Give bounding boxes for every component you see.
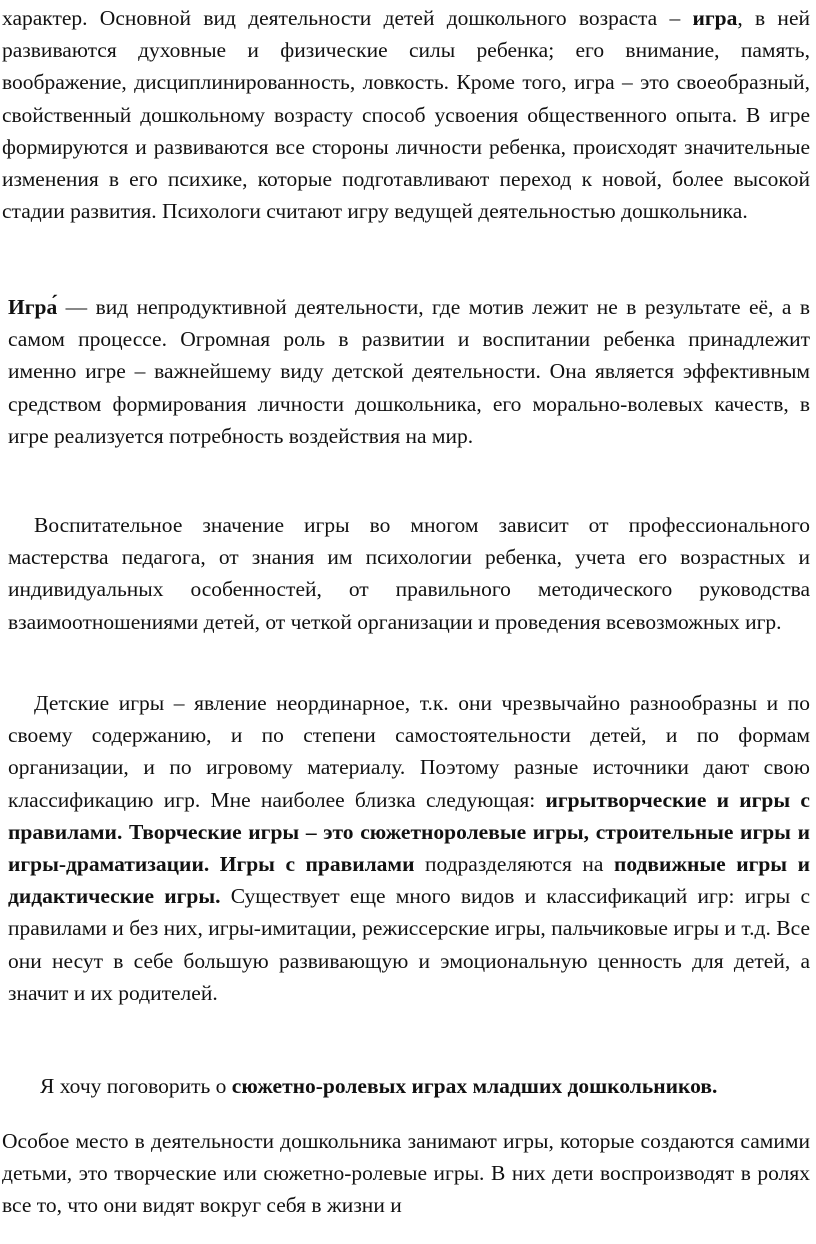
bold-rule-game-types: подвижные игры и дидактические игры. (8, 852, 810, 909)
paragraph-text: Особое место в деятельности дошкольника занимают игры, которые создаются самими детьми, это творческие или сюжетно-ролевые игры. В них дети воспроизводят в ролях все то, что они видят вокруг себя в жизни и (2, 1129, 810, 1218)
paragraph-game-definition (8, 291, 810, 452)
paragraph-text: подразделяются на (414, 852, 614, 877)
paragraph-text: Воспитательное значение игры во многом зависит от профессионального мастерства педагога, от знания им психологии ребенка, учета его возрастных и индивидуальных особенностей, от правильного методического руководства взаимоотношениями детей, от четкой организации и проведения всевозможных игр. (8, 513, 810, 634)
bold-classification-terms: игрытворческие и игры с правилами. Творческие игры – это сюжетноролевые игры, строительные игры и игры-драматизации. Игры с правилами (8, 787, 810, 877)
bold-term-game: игра (692, 6, 738, 30)
paragraph-topic-statement (8, 1070, 810, 1102)
paragraph-game-main-activity (2, 2, 810, 227)
bold-term-game-definition: Игра́ (8, 295, 58, 319)
paragraph-text: Я хочу поговорить о (40, 1074, 232, 1098)
paragraph-text: , в ней развиваются духовные и физические силы ребенка; его внимание, память, воображение, дисциплинированность, ловкость. Кроме того, игра – это своеобразный, свойственный дошкольному возрасту способ усвоения общественного опыта. В игре формируются и развиваются все стороны личности ребенка, происходят значительные изменения в его психике, которые подготавливают переход к новой, более высокой стадии развития. Психологи считают игру ведущей деятельностью дошкольника. (2, 6, 810, 224)
paragraph-text: Детские игры – явление неординарное, т.к. они чрезвычайно разнообразны и по своему содержанию, и по степени самостоятельности детей, и по формам организации, и по игровому материалу. Поэтому разные источники дают свою классификацию игр. Мне наиболее близка следующая: (8, 691, 810, 812)
paragraph-role-play-games (2, 1125, 810, 1222)
bold-topic: сюжетно-ролевых играх младших дошкольников. (231, 1074, 718, 1098)
paragraph-text: — вид непродуктивной деятельности, где мотив лежит не в результате её, а в самом процессе. Огромная роль в развитии и воспитании ребенка принадлежит именно игре – важнейшему виду детской деятельности. Она является эффективным средством формирования личности дошкольника, его морально-волевых качеств, в игре реализуется потребность воздействия на мир. (8, 295, 810, 448)
paragraph-educational-value (8, 509, 810, 638)
paragraph-text: Существует еще много видов и классификаций игр: игры с правилами и без них, игры-имитации, режиссерские игры, пальчиковые игры и т.д. Все они несут в себе большую развивающую и эмоциональную ценность для детей, а значит и их родителей. (8, 884, 810, 1005)
paragraph-text: характер. Основной вид деятельности детей дошкольного возраста – (2, 6, 693, 30)
paragraph-game-classification (8, 687, 810, 1009)
